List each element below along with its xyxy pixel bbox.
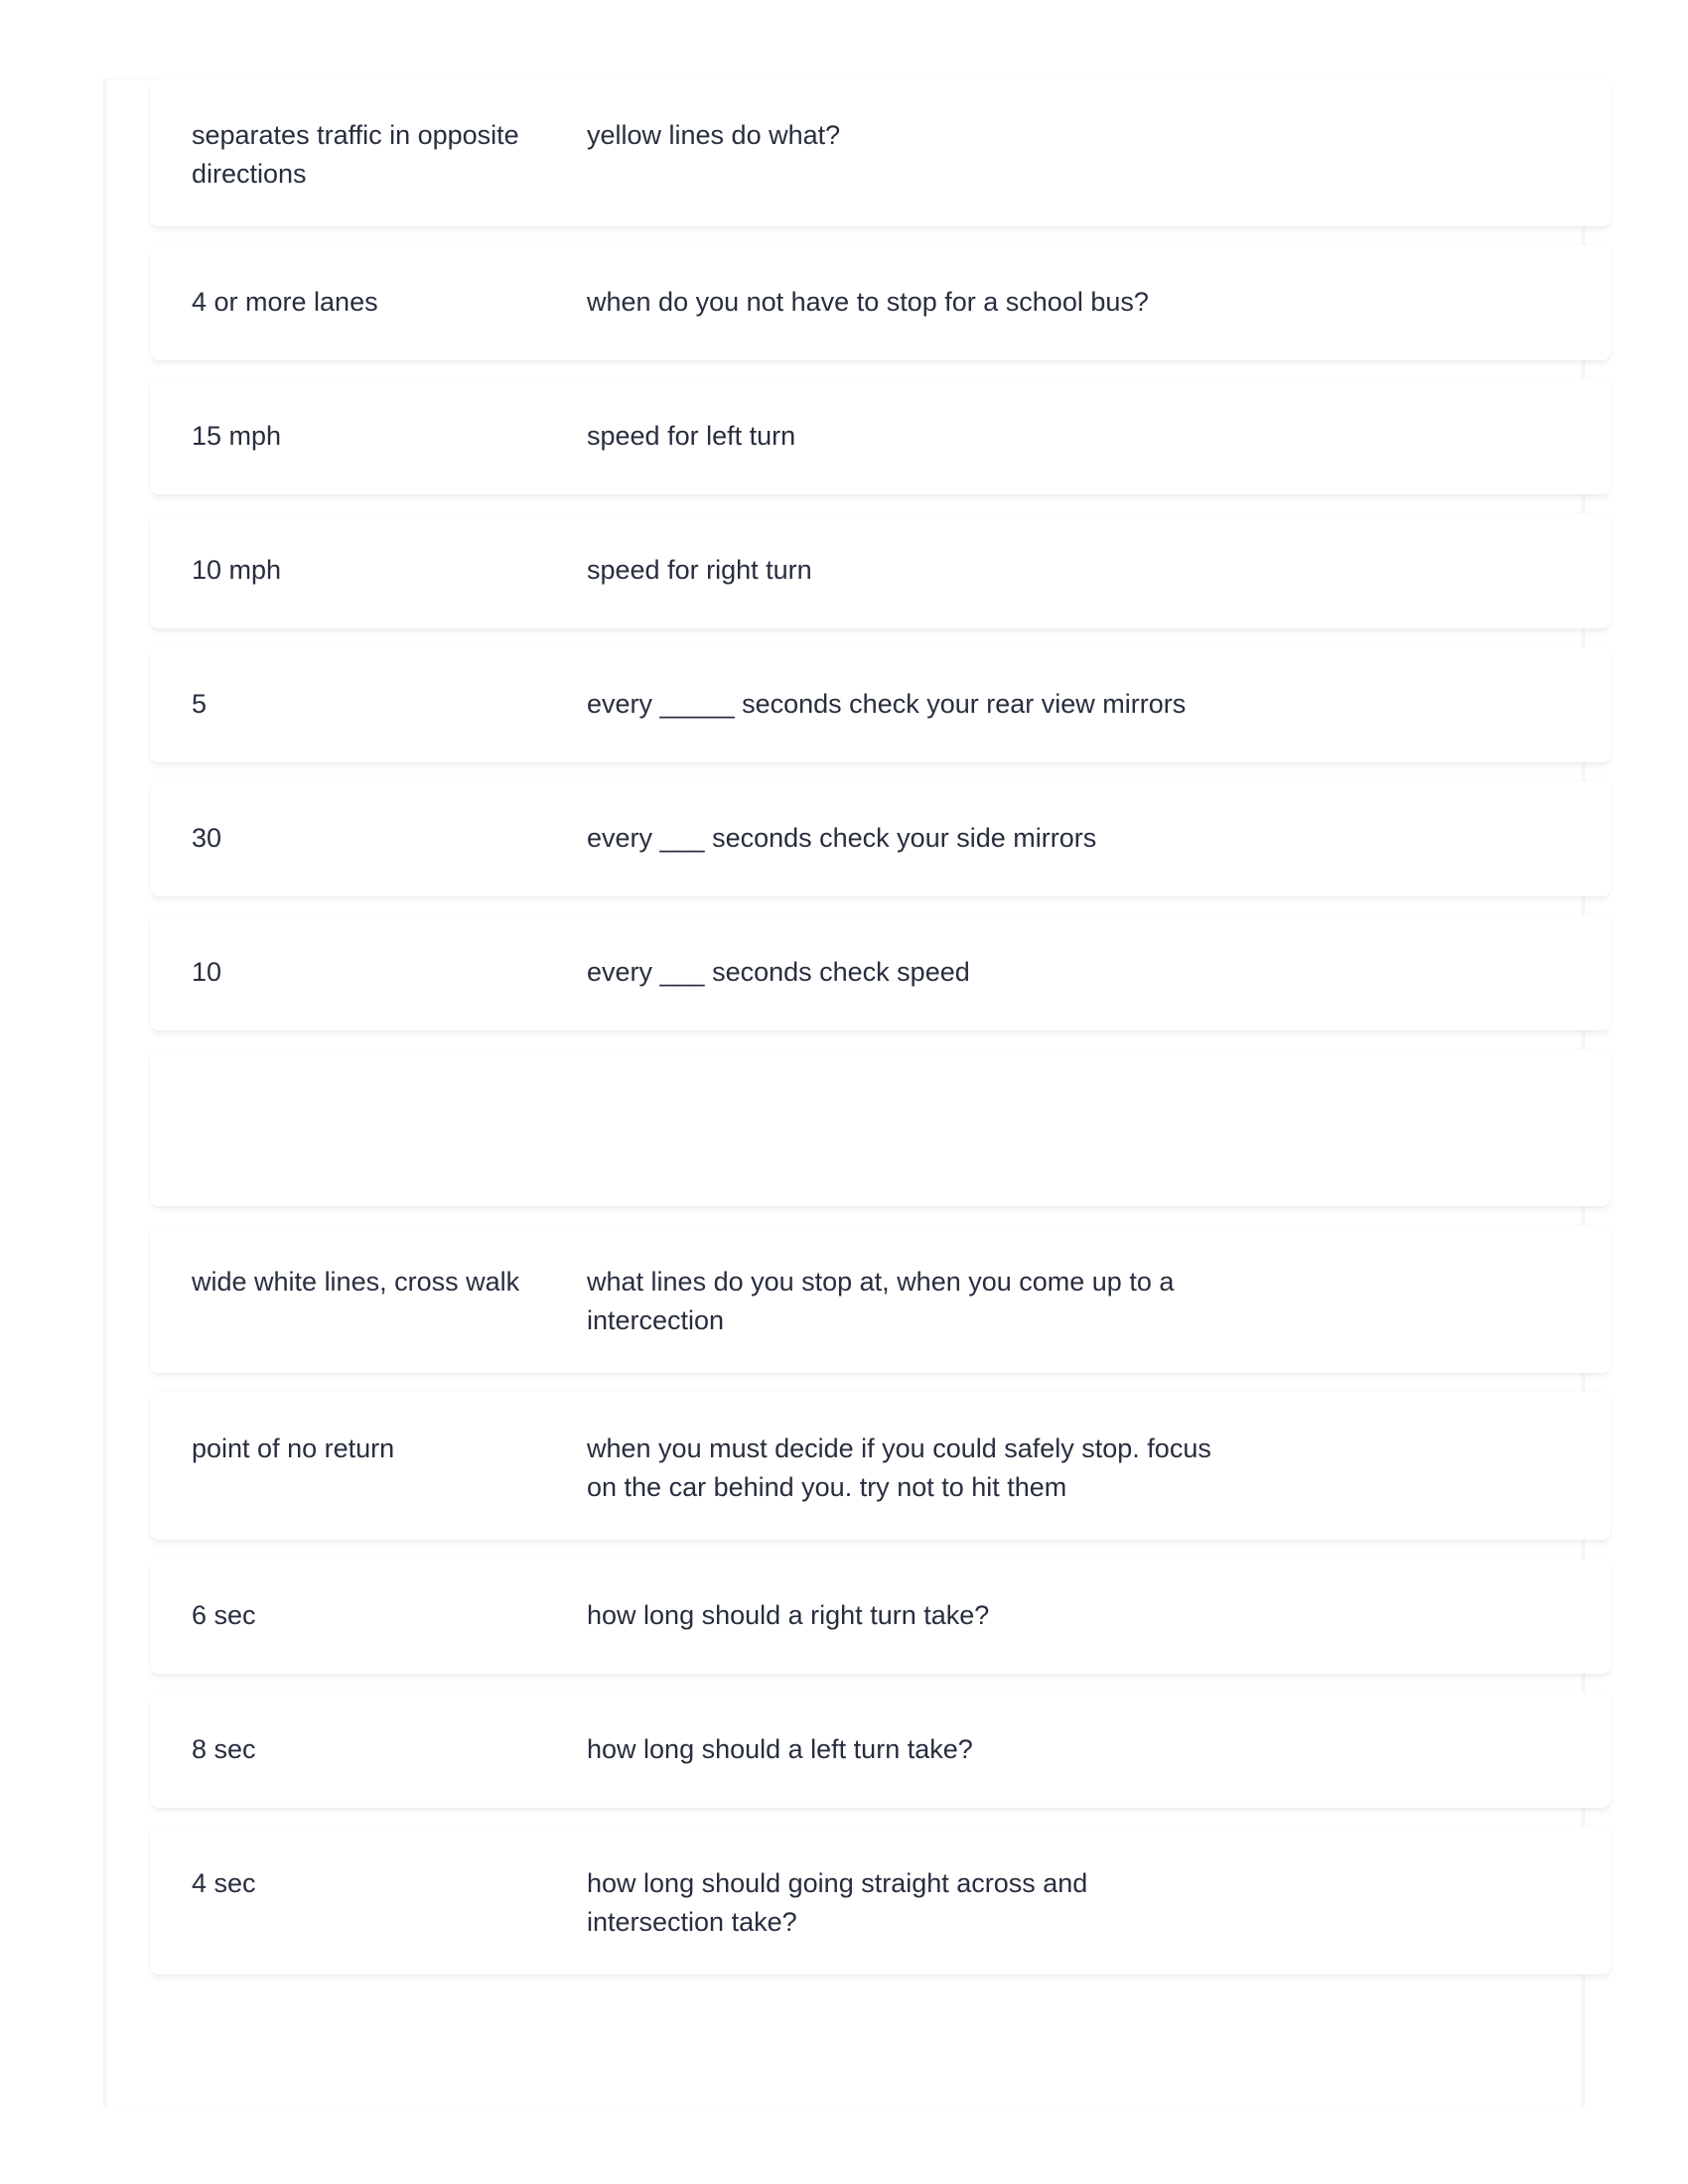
flashcard-row xyxy=(150,513,1611,628)
card-term xyxy=(192,1087,549,1173)
flashcard-row xyxy=(150,781,1611,896)
card-term: 8 sec xyxy=(192,1734,256,1764)
flashcard-row xyxy=(150,1693,1611,1808)
card-definition: speed for right turn xyxy=(587,555,812,585)
card-definition: every ___ seconds check your side mirrors xyxy=(587,823,1097,853)
flashcard-row xyxy=(150,1559,1611,1674)
card-definition: every ___ seconds check speed xyxy=(587,957,970,987)
card-term: 4 or more lanes xyxy=(192,287,378,317)
flashcard-row xyxy=(150,379,1611,494)
card-definition: when you must decide if you could safely stop. focus on the car behind you. try not to hit them xyxy=(587,1433,1211,1502)
card-definition: how long should going straight across and intersection take? xyxy=(587,1868,1088,1937)
card-definition: speed for left turn xyxy=(587,421,796,451)
card-term: point of no return xyxy=(192,1433,395,1463)
flashcard-row xyxy=(150,1827,1611,1975)
flashcard-list xyxy=(150,78,1611,1993)
flashcard-row xyxy=(150,78,1611,226)
card-term: wide white lines, cross walk xyxy=(192,1267,520,1297)
card-term: 5 xyxy=(192,689,208,719)
flashcard-row-empty xyxy=(150,1049,1611,1206)
flashcard-row xyxy=(150,1225,1611,1373)
flashcard-row xyxy=(150,915,1611,1030)
card-term: 15 mph xyxy=(192,421,282,451)
card-term: 30 xyxy=(192,823,222,853)
card-definition: yellow lines do what? xyxy=(587,120,841,150)
card-definition: how long should a right turn take? xyxy=(587,1600,990,1630)
card-definition: what lines do you stop at, when you come up to a intercection xyxy=(587,1267,1175,1335)
card-definition xyxy=(587,1087,1222,1173)
card-term: 10 xyxy=(192,957,222,987)
card-term: 6 sec xyxy=(192,1600,256,1630)
card-term: 4 sec xyxy=(192,1868,256,1898)
card-definition: how long should a left turn take? xyxy=(587,1734,973,1764)
card-term: 10 mph xyxy=(192,555,282,585)
flashcard-row xyxy=(150,245,1611,360)
flashcard-row xyxy=(150,1392,1611,1540)
flashcard-row xyxy=(150,647,1611,762)
card-definition: when do you not have to stop for a school bus? xyxy=(587,287,1149,317)
card-definition: every _____ seconds check your rear view mirrors xyxy=(587,689,1187,719)
card-term: separates traffic in opposite directions xyxy=(192,120,519,189)
